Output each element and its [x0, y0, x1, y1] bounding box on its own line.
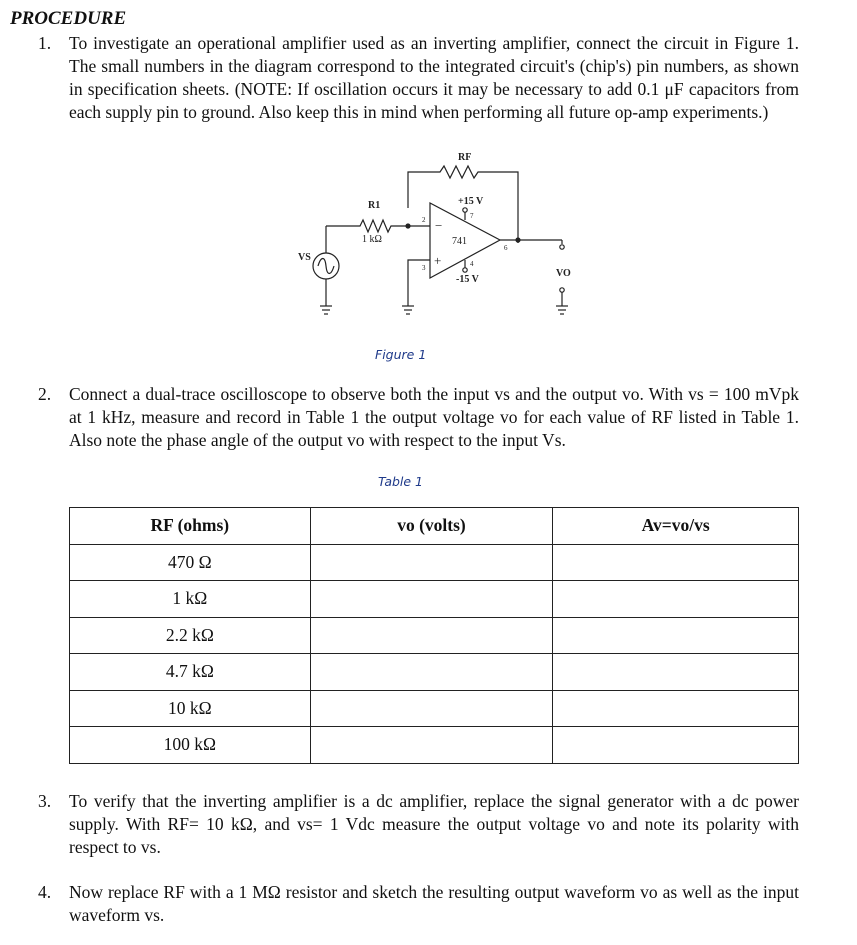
table-row [70, 690, 799, 727]
section-heading: PROCEDURE [10, 8, 127, 29]
rf-cell: 100 kΩ [70, 727, 311, 764]
pin4-label: 4 [470, 260, 474, 268]
r1-resistor [326, 220, 430, 232]
vo-cell[interactable] [310, 581, 553, 618]
vo-cell[interactable] [310, 727, 553, 764]
step-text: To investigate an operational amplifier used as an inverting amplifier, connect the circuit in Figure 1. The small numbers in the diagram correspond to the integrated circuit's (chip's) pin numbers, as shown in specification sheets. (NOTE: If oscillation occurs it may be necessary to add 0.1 μF capacitors from each supply pin to ground. Also keep this in mind when performing all future op-amp experiments.) [69, 33, 799, 122]
figure-caption: Figure 1 [375, 347, 427, 362]
step-number: 4. [38, 882, 52, 902]
vo-cell[interactable] [310, 654, 553, 691]
rf-cell: 2.2 kΩ [70, 617, 311, 654]
step-number: 2. [38, 384, 52, 404]
sine-symbol [318, 259, 334, 274]
pin3-label: 3 [422, 264, 426, 272]
table-header-row [70, 508, 799, 545]
r1-label: R1 [368, 200, 381, 211]
vo-cell[interactable] [310, 544, 553, 581]
vo-label: VO [556, 268, 571, 279]
av-cell[interactable] [553, 654, 799, 691]
table-row [70, 654, 799, 691]
chip-label: 741 [452, 236, 467, 247]
results-table [69, 507, 799, 764]
av-cell[interactable] [553, 727, 799, 764]
rf-cell: 4.7 kΩ [70, 654, 311, 691]
circuit-diagram [290, 148, 600, 328]
rf-cell: 1 kΩ [70, 581, 311, 618]
vo-cell[interactable] [310, 690, 553, 727]
header-rf: RF (ohms) [70, 508, 311, 545]
av-cell[interactable] [553, 581, 799, 618]
pin2-label: 2 [422, 216, 426, 224]
header-vo: vo (volts) [310, 508, 553, 545]
pin6-label: 6 [504, 244, 508, 252]
step-text: Now replace RF with a 1 MΩ resistor and sketch the resulting output waveform vo as well as the input waveform vs. [69, 882, 799, 925]
vs-label: VS [298, 252, 311, 263]
rf-cell: 10 kΩ [70, 690, 311, 727]
rf-label: RF [458, 152, 472, 163]
vpos-label: +15 V [458, 196, 484, 207]
av-cell[interactable] [553, 544, 799, 581]
av-cell[interactable] [553, 690, 799, 727]
rf-cell: 470 Ω [70, 544, 311, 581]
step-number: 1. [38, 33, 52, 53]
table-caption: Table 1 [378, 474, 424, 489]
vo-cell[interactable] [310, 617, 553, 654]
header-av: Av=vo/vs [553, 508, 799, 545]
minus-sign: − [435, 218, 443, 233]
step-text: To verify that the inverting amplifier is a dc amplifier, replace the signal generator with a dc power supply. With RF= 10 kΩ, and vs= 1 Vdc measure the output voltage vo and note its polarity with respect to vs. [69, 791, 799, 857]
pin7-label: 7 [470, 212, 474, 220]
table-row [70, 727, 799, 764]
table-row [70, 617, 799, 654]
table-row [70, 544, 799, 581]
plus-sign: + [434, 253, 442, 268]
r1-value: 1 kΩ [362, 234, 382, 245]
av-cell[interactable] [553, 617, 799, 654]
vneg-label: -15 V [456, 274, 479, 285]
step-text: Connect a dual-trace oscilloscope to observe both the input vs and the output vo. With vs = 100 mVpk at 1 kHz, measure and record in Table 1 the output voltage vo for each value of RF listed in Table 1. Also note the phase angle of the output vo with respect to the input Vs. [69, 384, 799, 450]
table-row [70, 581, 799, 618]
step-number: 3. [38, 791, 52, 811]
